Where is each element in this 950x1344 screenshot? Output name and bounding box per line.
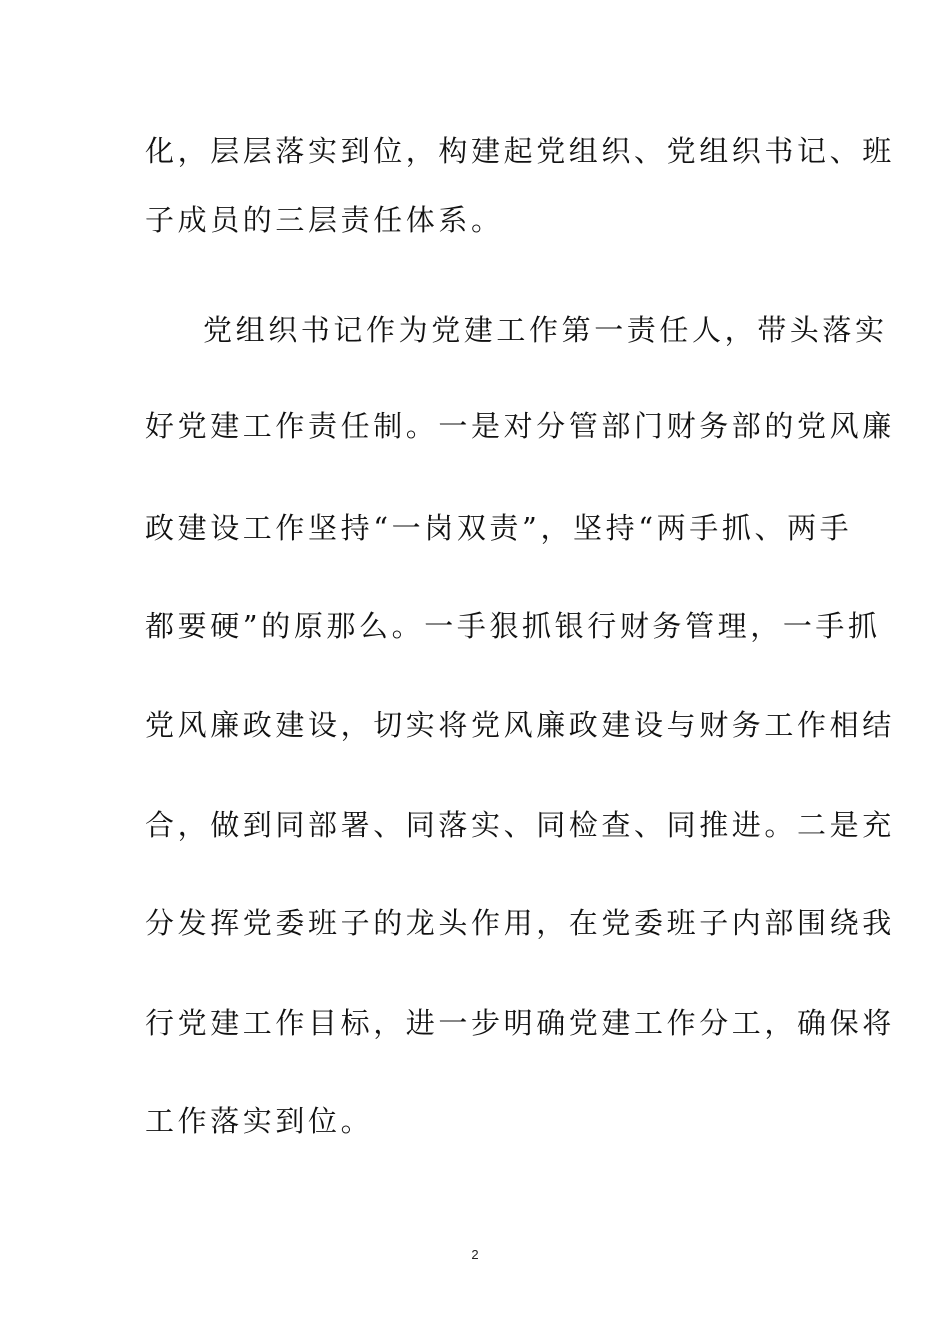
page-number: 2 xyxy=(471,1247,479,1262)
paragraph-line: 合，做到同部署、同落实、同检查、同推进。二是充 xyxy=(145,808,895,842)
paragraph-first-line: 党组织书记作为党建工作第一责任人，带头落实 xyxy=(203,313,888,347)
paragraph-line: 子成员的三层责任体系。 xyxy=(145,203,504,237)
paragraph-line: 化，层层落实到位，构建起党组织、党组织书记、班 xyxy=(145,134,895,168)
paragraph-line: 分发挥党委班子的龙头作用，在党委班子内部围绕我 xyxy=(145,906,895,940)
paragraph-line: 政建设工作坚持“一岗双责”，坚持“两手抓、两手 xyxy=(145,511,853,545)
paragraph-line: 都要硬”的原那么。一手狠抓银行财务管理，一手抓 xyxy=(145,609,881,643)
paragraph-line: 行党建工作目标，进一步明确党建工作分工，确保将 xyxy=(145,1006,895,1040)
paragraph-line: 党风廉政建设，切实将党风廉政建设与财务工作相结 xyxy=(145,708,895,742)
paragraph-line: 好党建工作责任制。一是对分管部门财务部的党风廉 xyxy=(145,409,895,443)
paragraph-line: 工作落实到位。 xyxy=(145,1104,374,1138)
